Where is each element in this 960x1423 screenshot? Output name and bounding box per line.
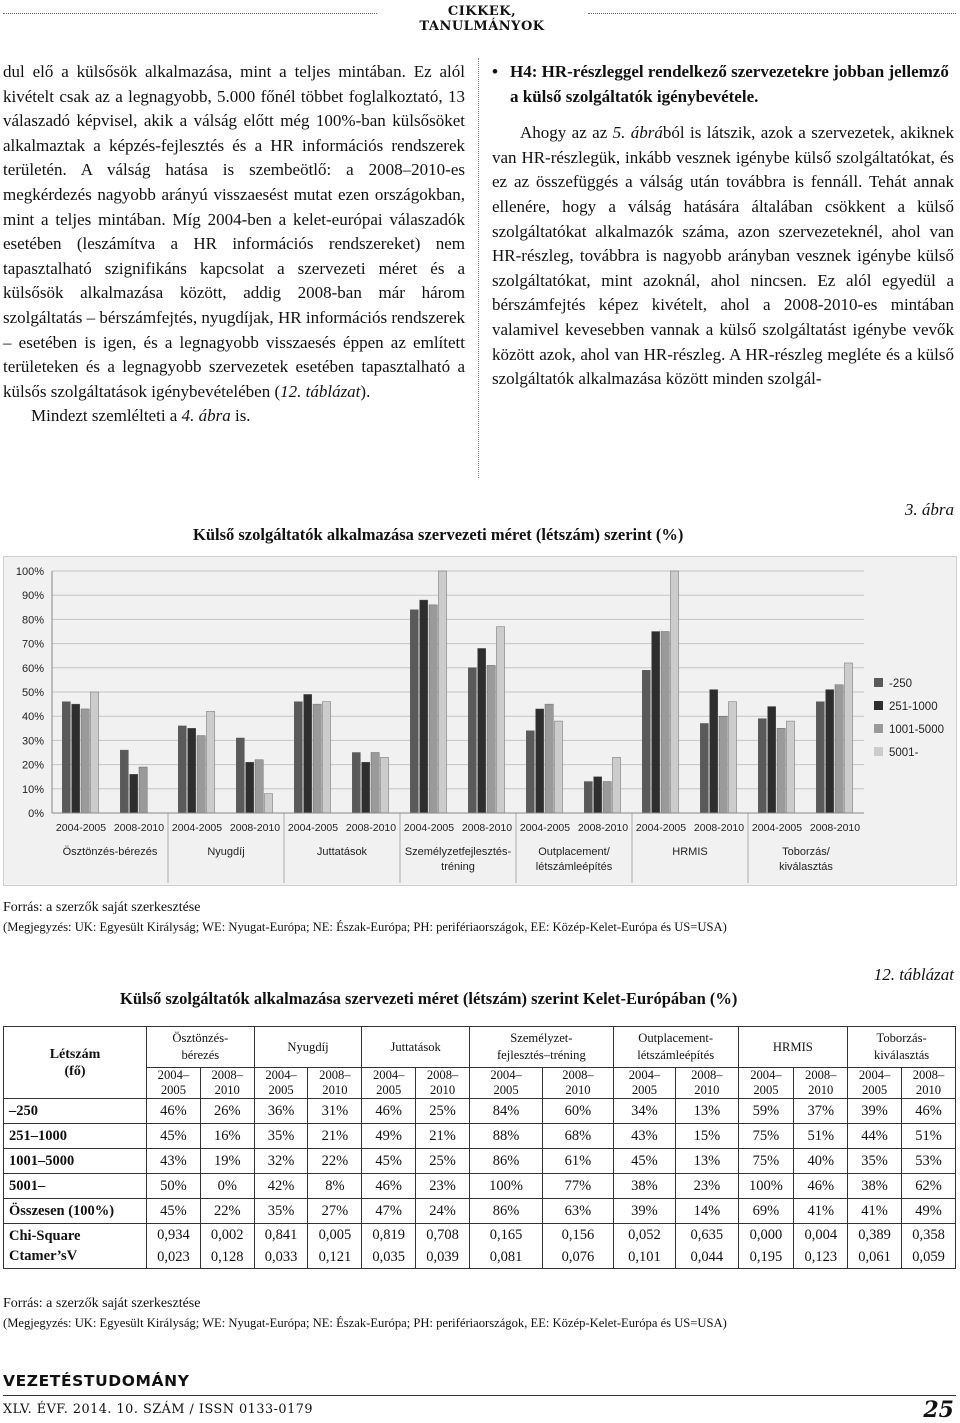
table-header-row [4,1027,956,1068]
x-group-label: Outplacement/ [538,846,610,858]
table-cell: 86% [469,1199,542,1224]
bar [478,648,486,813]
table-cell: 51% [794,1124,848,1149]
table-cell: 46% [902,1099,956,1124]
table-row [4,1149,956,1174]
table-cell: 14% [676,1199,738,1224]
x-group-label: tréning [441,861,475,873]
legend-label: 251-1000 [889,701,938,713]
table-cell: 59% [738,1099,794,1124]
x-group-label: Ösztönzés-bérezés [62,846,158,858]
table-cell: 41% [848,1199,902,1224]
bar [670,571,678,813]
y-tick-label: 80% [21,614,44,627]
table-cell: 45% [147,1124,201,1149]
bar [758,719,766,813]
y-tick-label: 90% [21,590,44,603]
table-row [4,1099,956,1124]
y-tick-label: 40% [21,711,44,724]
data-table [3,1026,956,1269]
group-header: Outplacement- létszámleépítés [613,1027,738,1068]
row-label: Összesen (100%) [4,1199,147,1224]
legend-label: -250 [889,678,913,690]
table-cell: 8% [308,1174,362,1199]
table-cell: 77% [543,1174,614,1199]
x-period-label: 2008-2010 [113,822,165,834]
table-cell: 35% [254,1124,308,1149]
table-cell: 21% [308,1124,362,1149]
table-cell: 0,156 0,076 [543,1224,614,1269]
y-tick-label: 30% [21,735,44,748]
table-cell: 100% [738,1174,794,1199]
bar [72,704,80,813]
figure-label: 3. ábra [904,500,954,519]
bar [536,709,544,813]
table-cell: 24% [416,1199,470,1224]
right-text-1: Ahogy az az [520,123,613,143]
x-group-label: kiválasztás [779,861,833,873]
table-cell: 0,819 0,035 [362,1224,416,1269]
table-cell: 26% [200,1099,254,1124]
table-cell: 43% [613,1124,675,1149]
table-cell: 46% [362,1174,416,1199]
period-header: 2004– 2005 [469,1068,542,1099]
table-cell: 75% [738,1124,794,1149]
x-period-label: 2008-2010 [229,822,281,834]
bar [710,690,718,813]
table-cell: 62% [902,1174,956,1199]
bar [255,760,263,813]
group-header: Személyzet- fejlesztés–tréning [469,1027,613,1068]
left-paragraph-2 [3,404,465,429]
table-source: Forrás: a szerzők saját szerkesztése [3,1296,201,1311]
bar [594,777,602,813]
x-period-label: 2008-2010 [461,822,513,834]
bar [246,762,254,813]
bar [612,757,620,813]
table-cell: 51% [902,1124,956,1149]
figure-note: (Megjegyzés: UK: Egyesült Királyság; WE: Nyugat-Európa; NE: Észak-Európa; PH: perifériaországok, EE: Közép-Kelet-Európa és US=USA) [3,920,727,934]
bar [410,610,418,813]
bar [188,728,196,813]
bar [62,702,70,813]
y-tick-label: 70% [21,638,44,651]
period-header: 2008– 2010 [308,1068,362,1099]
table-cell: 0,000 0,195 [738,1224,794,1269]
table-period-row [4,1068,956,1099]
bar [496,627,504,813]
x-period-label: 2004-2005 [287,822,339,834]
table-row [4,1124,956,1149]
y-tick-label: 10% [21,783,44,796]
y-tick-label: 0% [28,808,44,820]
table-cell: 0% [200,1174,254,1199]
table-cell: 45% [613,1149,675,1174]
bar [420,600,428,813]
bar [777,728,785,813]
period-header: 2004– 2005 [613,1068,675,1099]
x-period-label: 2004-2005 [55,822,107,834]
y-tick-label: 20% [21,759,44,772]
bar [700,723,708,813]
bar [526,731,534,813]
figure-source: Forrás: a szerzők saját szerkesztése [3,900,201,915]
table-cell: 16% [200,1124,254,1149]
legend-label: 1001-5000 [889,724,944,736]
table-cell: 49% [362,1124,416,1149]
table-cell: 0,052 0,101 [613,1224,675,1269]
left-paragraph-1 [3,60,465,404]
left-text-2-end: is. [230,406,251,426]
group-header: Juttatások [362,1027,470,1068]
bar [728,702,736,813]
table-cell: 25% [416,1099,470,1124]
table-cell: 84% [469,1099,542,1124]
table-cell: 13% [676,1149,738,1174]
x-period-label: 2004-2005 [635,822,687,834]
table-cell: 42% [254,1174,308,1199]
table-cell: 37% [794,1099,848,1124]
x-period-label: 2004-2005 [171,822,223,834]
table-cell: 46% [147,1099,201,1124]
bar [120,750,128,813]
table-cell: 27% [308,1199,362,1224]
bar [236,738,244,813]
period-header: 2004– 2005 [362,1068,416,1099]
x-group-label: Toborzás/ [782,846,830,858]
figure-reference: 4. ábra [181,406,231,426]
bar [584,782,592,813]
column-separator [478,58,479,478]
x-period-label: 2008-2010 [809,822,861,834]
bar [652,632,660,814]
bar-chart [3,556,957,886]
table-cell: 39% [613,1199,675,1224]
table-cell: 68% [543,1124,614,1149]
table-cell: 61% [543,1149,614,1174]
row-label: 1001–5000 [4,1149,147,1174]
table-cell: 32% [254,1149,308,1174]
bar [768,707,776,813]
table-note: (Megjegyzés: UK: Egyesült Királyság; WE: Nyugat-Európa; NE: Észak-Európa; PH: perifériaországok, EE: Közép-Kelet-Európa és US=USA) [3,1316,727,1330]
left-text-1-end: ). [360,381,371,401]
right-column [492,60,954,392]
bar [264,794,272,813]
table-cell: 100% [469,1174,542,1199]
table-cell: 0,005 0,121 [308,1224,362,1269]
bar [362,762,370,813]
table-reference: 12. táblázat [280,381,361,401]
row-label: –250 [4,1099,147,1124]
table-cell: 47% [362,1199,416,1224]
row-label: 5001– [4,1174,147,1199]
group-header: HRMIS [738,1027,848,1068]
bar [178,726,186,813]
bar [352,753,360,814]
table-cell: 0,358 0,059 [902,1224,956,1269]
x-period-label: 2004-2005 [403,822,455,834]
table-cell: 46% [362,1099,416,1124]
table-cell: 0,004 0,123 [794,1224,848,1269]
y-tick-label: 50% [21,687,44,699]
journal-brand: VEZETÉSTUDOMÁNY [3,1372,190,1390]
bar [197,736,205,813]
table-cell: 63% [543,1199,614,1224]
x-group-label: Személyzetfejlesztés- [404,846,512,858]
chart-svg [4,557,956,885]
header-rule-right [588,13,956,14]
table-cell: 39% [848,1099,902,1124]
period-header: 2008– 2010 [794,1068,848,1099]
bar [206,711,214,813]
table-label: 12. táblázat [873,965,954,984]
period-header: 2008– 2010 [543,1068,614,1099]
table-cell: 49% [902,1199,956,1224]
x-group-label: létszámleépítés [535,861,613,873]
table-title: Külső szolgáltatók alkalmazása szervezeti méret (létszám) szerint Kelet-Európában (%) [120,989,738,1008]
section-title: CIKKEK, TANULMÁNYOK [419,4,545,34]
period-header: 2008– 2010 [416,1068,470,1099]
bar [90,692,98,813]
table-cell: 23% [416,1174,470,1199]
bar [81,709,89,813]
table-cell: 40% [794,1149,848,1174]
group-header: Nyugdíj [254,1027,362,1068]
table-cell: 13% [676,1099,738,1124]
table-row [4,1174,956,1199]
period-header: 2004– 2005 [254,1068,308,1099]
table-cell: 75% [738,1149,794,1174]
table-cell: 0,165 0,081 [469,1224,542,1269]
table-cell: 86% [469,1149,542,1174]
x-group-label: HRMIS [672,846,708,858]
group-header: Toborzás- kiválasztás [848,1027,956,1068]
bar [835,685,843,813]
hypothesis-h4: • H4: HR-részleggel rendelkező szervezetekre jobban jellemző a külső szolgáltatók igénybevétele. [492,60,954,109]
bar [844,663,852,813]
left-column [3,60,465,429]
table-cell: 44% [848,1124,902,1149]
group-header: Ösztönzés- bérezés [147,1027,255,1068]
bar [429,605,437,813]
right-text-1-rest: ból is látszik, azok a szervezetek, akiknek van HR-részlegük, inkább vesznek igénybe külső szolgáltatókat, és ez az összefüggés a válság után továbbra is fennáll. Tehát annak ellenére, hogy a válság hatására általában csökkent a külső szolgáltatókat alkalmazók száma, azon szervezeteknél, ahol van HR-részleg, továbbra is nagyobb arányban vesznek igénybe külső szolgáltatókat, mint azoknál, ahol nincsen. Ez alól egyedül a bérszámfejtés képez kivételt, ahol a 2008-2010-es mintában valamivel kevesebben vannak a külső szolgáltatást igénybe vevők között azok, ahol van HR-részleg. A HR-részleg megléte és a külső szolgáltatók alkalmazása között minden szolgál- [492,123,954,389]
table-cell: 69% [738,1199,794,1224]
legend-swatch [874,747,883,756]
table-cell: 60% [543,1099,614,1124]
period-header: 2008– 2010 [200,1068,254,1099]
table-cell: 35% [254,1199,308,1224]
page-number: 25 [923,1397,954,1423]
figure5-reference: 5. ábrá [612,123,663,143]
bar [545,704,553,813]
legend-label: 5001- [889,747,919,759]
bar [826,690,834,813]
table-cell: 43% [147,1149,201,1174]
bar [322,702,330,813]
bar [438,571,446,813]
x-period-label: 2008-2010 [345,822,397,834]
left-text-1: dul elő a külsősök alkalmazása, mint a teljes mintában. Ez alól kivételt csak az a legnagyobb, 5.000 főnél többet foglalkoztató, 13 válaszadó képvisel, akik a válság előtt még 100%-ban külsősöket alkalmaztak a képzés-fejlesztés és a HR információs rendszerek területén. A válság hatása is szembeötlő: a 2008–2010-es megkérdezés nagyobb arányú visszaesést mutat ezen országokban, mint a teljes mintában. Míg 2004-ben a kelet-európai válaszadók esetében (leszámítva a HR információs rendszereket) nem tapasztalható szignifikáns kapcsolat a szervezeti méret és a külsősök alkalmazása között, addig 2008-ban már három szolgáltatás – bérszámfejtés, nyugdíjak, HR információs rendszerek – esetében is igen, és a legnagyobb visszaesés éppen az említett területeken és a legnagyobb szervezetek esetében tapasztalható a külsős szolgáltatások igénybevételében ( [3,62,465,401]
period-header: 2004– 2005 [147,1068,201,1099]
table-cell: 36% [254,1099,308,1124]
figure-title: Külső szolgáltatók alkalmazása szervezeti méret (létszám) szerint (%) [193,525,684,544]
bar [313,704,321,813]
bar [304,694,312,813]
bar [294,702,302,813]
table-cell: 21% [416,1124,470,1149]
table-cell: 15% [676,1124,738,1149]
table-row-chi [4,1224,956,1269]
bar [371,753,379,814]
table-cell: 0,934 0,023 [147,1224,201,1269]
bar [130,774,138,813]
legend-swatch [874,701,883,710]
period-header: 2008– 2010 [902,1068,956,1099]
table-cell: 0,002 0,128 [200,1224,254,1269]
table-cell: 0,635 0,044 [676,1224,738,1269]
period-header: 2004– 2005 [738,1068,794,1099]
table-cell: 45% [147,1199,201,1224]
table-cell: 35% [848,1149,902,1174]
x-period-label: 2008-2010 [693,822,745,834]
y-tick-label: 60% [21,662,44,675]
bar [642,670,650,813]
table-cell: 50% [147,1174,201,1199]
running-header [0,0,960,34]
table-cell: 34% [613,1099,675,1124]
legend-swatch [874,724,883,733]
table-cell: 25% [416,1149,470,1174]
bar [139,767,147,813]
table-cell: 22% [308,1149,362,1174]
table-cell: 88% [469,1124,542,1149]
table-cell: 38% [613,1174,675,1199]
right-paragraph-1 [492,121,954,392]
bar [661,632,669,814]
x-group-label: Nyugdíj [207,846,245,858]
bar [554,721,562,813]
row-label: 251–1000 [4,1124,147,1149]
period-header: 2004– 2005 [848,1068,902,1099]
issue-info: XLV. ÉVF. 2014. 10. SZÁM / ISSN 0133-0179 [3,1402,313,1417]
y-tick-label: 100% [15,566,44,578]
table-cell: 38% [848,1174,902,1199]
bar [786,721,794,813]
table-cell: 0,841 0,033 [254,1224,308,1269]
table-cell: 46% [794,1174,848,1199]
header-rule-left [3,13,377,14]
table-cell: 22% [200,1199,254,1224]
bar [487,665,495,813]
period-header: 2008– 2010 [676,1068,738,1099]
x-period-label: 2008-2010 [577,822,629,834]
table-cell: 19% [200,1149,254,1174]
row-label: Chi-Square Ctamer’sV [4,1224,147,1269]
x-group-label: Juttatások [316,846,368,858]
table-row [4,1199,956,1224]
table-cell: 0,708 0,039 [416,1224,470,1269]
table-cell: 41% [794,1199,848,1224]
x-period-label: 2004-2005 [519,822,571,834]
bar [719,716,727,813]
corner-header: Létszám (fő) [4,1027,147,1099]
bar [468,668,476,813]
table-cell: 45% [362,1149,416,1174]
table-cell: 53% [902,1149,956,1174]
footer-rule [3,1395,956,1396]
x-period-label: 2004-2005 [751,822,803,834]
table-cell: 31% [308,1099,362,1124]
bar [603,782,611,813]
bar [816,702,824,813]
bar [380,757,388,813]
legend-swatch [874,678,883,687]
left-text-2: Mindezt szemlélteti a [31,406,182,426]
table-cell: 0,389 0,061 [848,1224,902,1269]
table-cell: 23% [676,1174,738,1199]
